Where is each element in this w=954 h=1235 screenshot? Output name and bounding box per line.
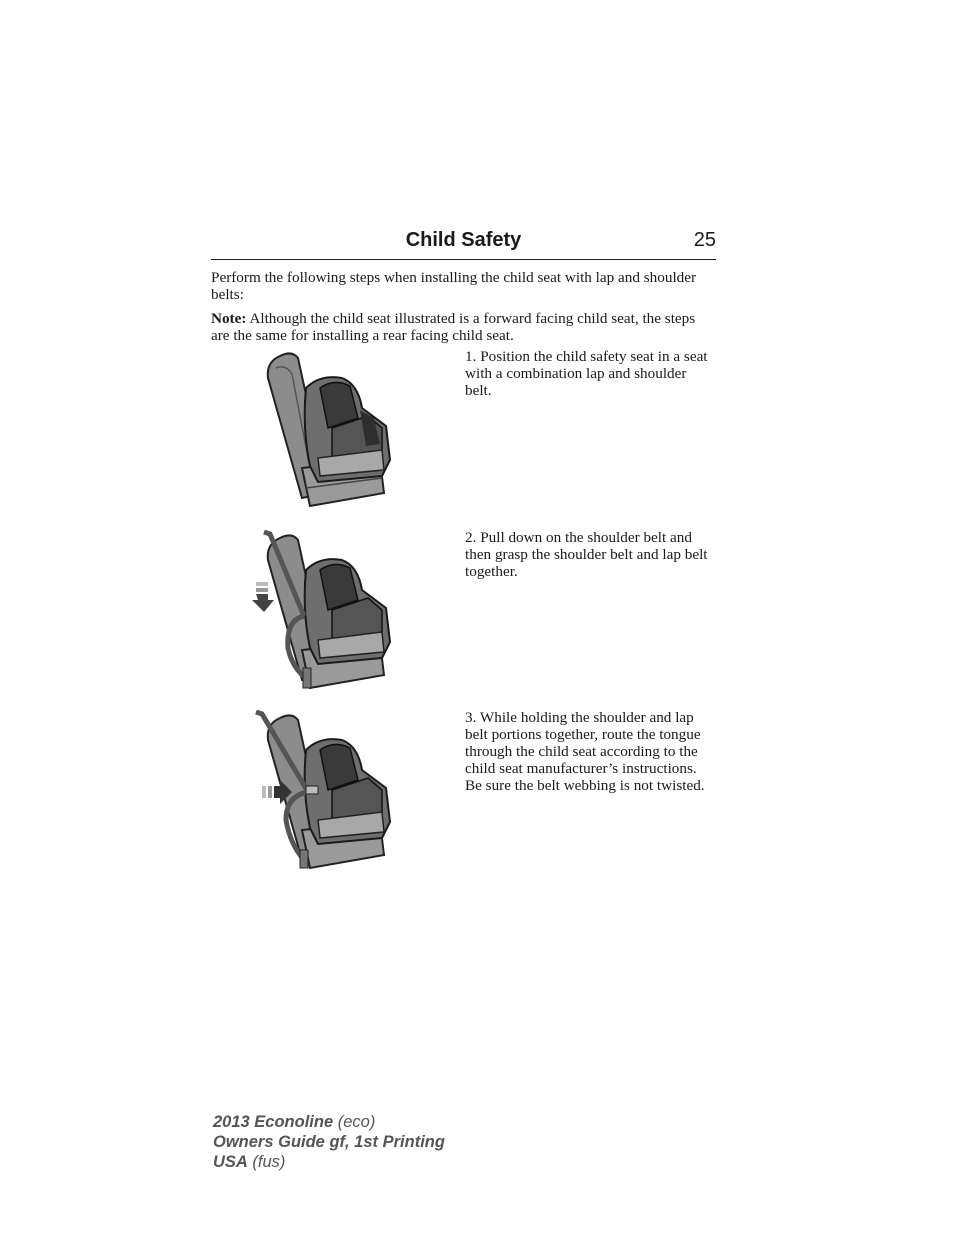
child-seat-illustration-step-1 (262, 348, 397, 510)
note-paragraph (211, 310, 716, 344)
footer-market-code: (fus) (247, 1153, 286, 1171)
page-number: 25 (693, 229, 716, 251)
step-1-text: 1. Position the child safety seat in a seat with a combination lap and shoulder belt. (465, 348, 708, 399)
intro-paragraph: Perform the following steps when installing the child seat with lap and shoulder belts: (211, 269, 697, 303)
page-header (211, 229, 716, 260)
footer-model-code: (eco) (333, 1113, 376, 1131)
footer-model: 2013 Econoline (213, 1113, 334, 1131)
footer-line-2 (213, 1132, 445, 1152)
child-seat-illustration-step-2 (250, 530, 397, 692)
footer-guide: Owners Guide gf, 1st Printing (213, 1133, 445, 1151)
note-text: Although the child seat illustrated is a forward facing child seat, the steps are the same for installing a rear facing child seat. (211, 310, 696, 344)
note-label: Note: (211, 310, 247, 327)
step-2-text: 2. Pull down on the shoulder belt and then grasp the shoulder belt and lap belt together. (465, 529, 708, 580)
child-seat-illustration-step-3 (250, 710, 397, 872)
page-footer (213, 1112, 445, 1172)
footer-market: USA (213, 1153, 248, 1171)
step-3-text: 3. While holding the shoulder and lap belt portions together, route the tongue through the child seat according to the child seat manufacturer’s instructions. Be sure the belt webbing is not twisted. (465, 709, 705, 794)
footer-line-1 (213, 1112, 445, 1132)
footer-line-3 (213, 1152, 445, 1172)
section-title: Child Safety (405, 229, 522, 251)
